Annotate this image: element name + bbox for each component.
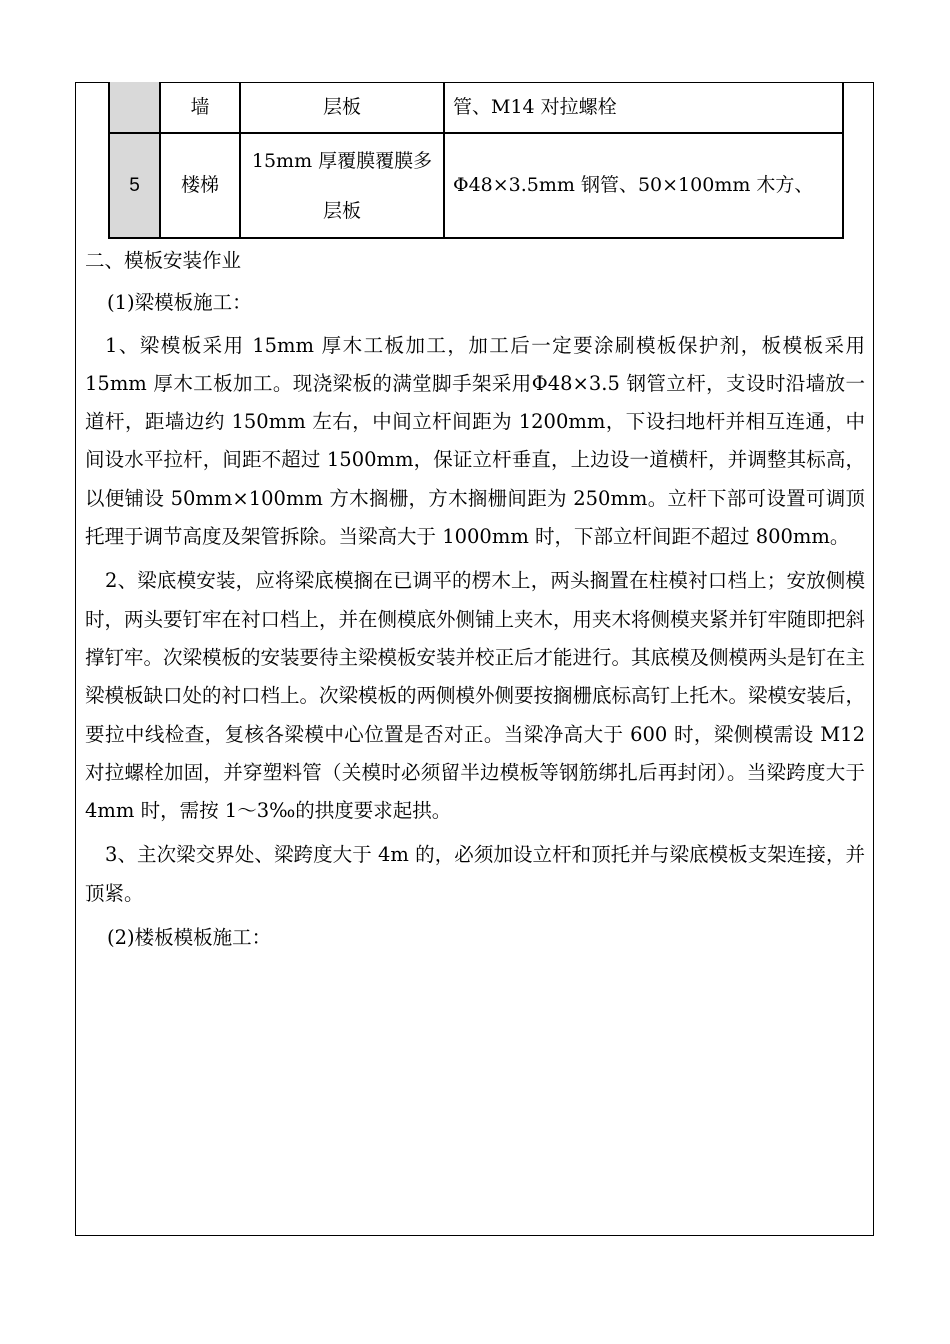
- table-row: [109, 82, 843, 133]
- support-cell: 管、M14 对拉螺栓: [444, 82, 843, 133]
- support-cell: Φ48×3.5mm 钢管、50×100mm 木方、: [444, 133, 843, 238]
- paragraph-1: 1、梁模板采用 15mm 厚木工板加工，加工后一定要涂刷模板保护剂，板模板采用 15mm 厚木工板加工。现浇梁板的满堂脚手架采用Φ48×3.5 钢管立杆，支设时沿墙放一道杆，距墙边约 150mm 左右，中间立杆间距为 1200mm，下设扫地杆并相互连通，中间设水平拉杆，间距不超过 1500mm，保证立杆垂直，上边设一道横杆，并调整其标高，以便铺设 50mm×100mm 方木搁栅，方木搁栅间距为 250mm。立杆下部可设置可调顶托理于调节高度及架管拆除。当梁高大于 1000mm 时，下部立杆间距不超过 800mm。: [85, 333, 865, 549]
- sub-heading-slab-formwork: (2)楼板模板施工：: [107, 926, 272, 950]
- paragraph-3: 3、主次梁交界处、梁跨度大于 4m 的，必须加设立杆和顶托并与梁底模板支架连接，并顶紧。: [85, 843, 865, 905]
- table-row: [109, 133, 843, 238]
- sub-heading-beam-formwork: (1)梁模板施工：: [107, 291, 252, 315]
- location-cell: 墙: [160, 82, 240, 133]
- document-body: [85, 242, 865, 961]
- row-number-cell: 5: [109, 133, 160, 238]
- location-cell: 楼梯: [160, 133, 240, 238]
- formwork-material-table: [108, 82, 844, 239]
- section-heading: 二、模板安装作业: [85, 249, 242, 272]
- formwork-cell: 层板: [240, 82, 444, 133]
- row-number-cell: [109, 82, 160, 133]
- paragraph-2: 2、梁底模安装，应将梁底模搁在已调平的楞木上，两头搁置在柱模衬口档上；安放侧模时，两头要钉牢在衬口档上，并在侧模底外侧铺上夹木，用夹木将侧模夹紧并钉牢随即把斜撑钉牢。次梁模板的安装要待主梁模板安装并校正后才能进行。其底模及侧模两头是钉在主梁模板缺口处的衬口档上。次梁模板的两侧模外侧要按搁栅底标高钉上托木。梁模安装后，要拉中线检查，复核各梁模中心位置是否对正。当梁净高大于 600 时，梁侧模需设 M12 对拉螺栓加固，并穿塑料管（关模时必须留半边模板等钢筋绑扎后再封闭）。当梁跨度大于 4mm 时，需按 1～3‰的拱度要求起拱。: [85, 569, 866, 823]
- formwork-cell: 15mm 厚覆膜覆膜多层板: [240, 133, 444, 238]
